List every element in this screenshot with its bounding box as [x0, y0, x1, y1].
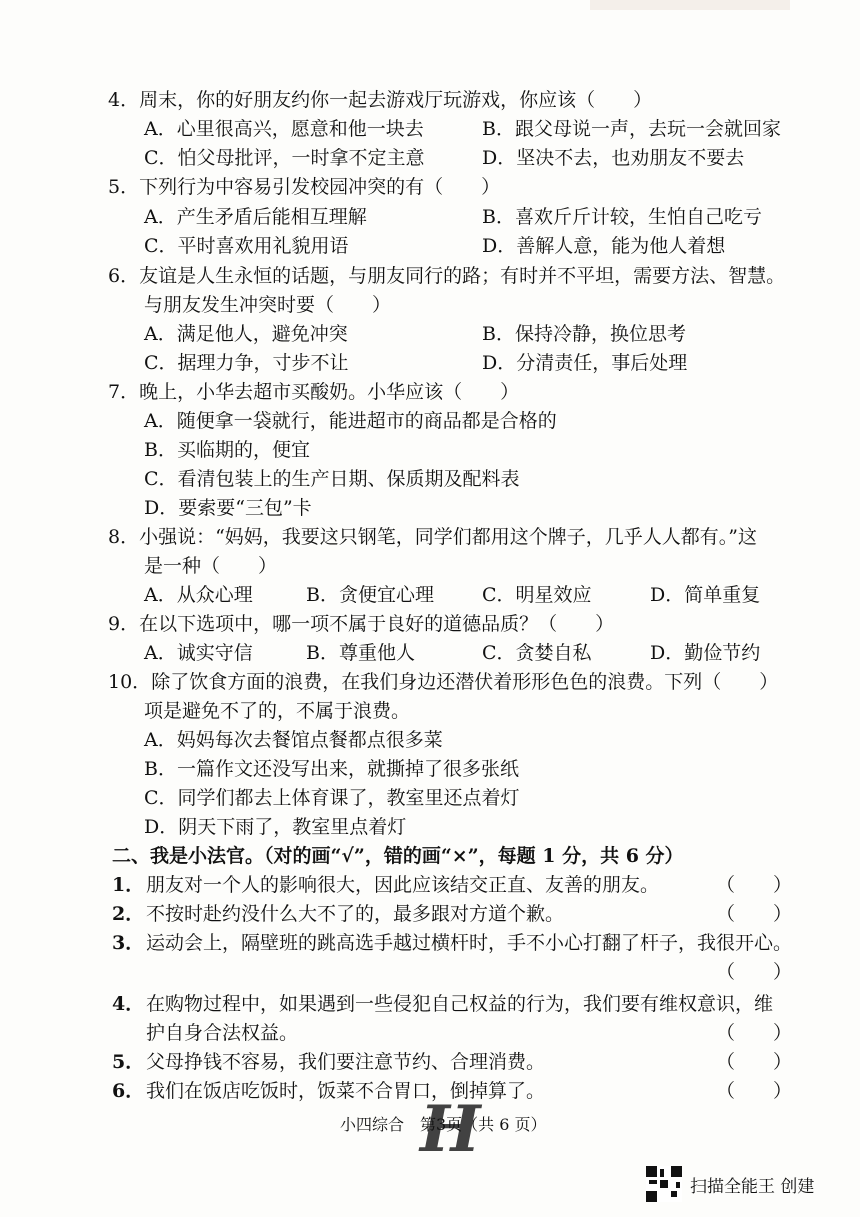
- question-8-option-b: B．贪便宜心理: [306, 584, 434, 606]
- footer-h-mark: H: [420, 1092, 481, 1167]
- judge-item-3-num: 3．: [112, 932, 145, 954]
- judge-item-5-answer-blank: （ ）: [716, 1051, 793, 1073]
- judge-item-2-num: 2．: [112, 903, 145, 925]
- question-7-stem: 7．晚上，小华去超市买酸奶。小华应该（ ）: [108, 381, 520, 403]
- question-7-option-c: C．看清包装上的生产日期、保质期及配料表: [144, 468, 520, 490]
- judge-item-1-num: 1．: [112, 874, 145, 896]
- judge-item-5-num: 5．: [112, 1051, 145, 1073]
- question-10-option-b: B．一篇作文还没写出来，就撕掉了很多张纸: [144, 758, 519, 780]
- question-6-option-d: D．分清责任，事后处理: [482, 352, 688, 374]
- question-10-option-c: C．同学们都去上体育课了，教室里还点着灯: [144, 787, 520, 809]
- question-7-option-b: B．买临期的，便宜: [144, 439, 310, 461]
- question-6-option-a: A．满足他人，避免冲突: [144, 323, 348, 345]
- judge-item-4-text: 在购物过程中，如果遇到一些侵犯自己权益的行为，我们要有维权意识，维: [146, 993, 774, 1015]
- question-9-option-d: D．勤俭节约: [650, 642, 761, 664]
- question-5-stem: 5．下列行为中容易引发校园冲突的有（ ）: [108, 176, 501, 198]
- question-8-option-c: C．明星效应: [482, 584, 592, 606]
- question-10-option-d: D．阴天下雨了，教室里点着灯: [144, 816, 407, 838]
- question-5-option-d: D．善解人意，能为他人着想: [482, 235, 726, 257]
- qr-code-icon: [646, 1166, 682, 1202]
- judge-item-6-answer-blank: （ ）: [716, 1080, 793, 1102]
- question-8-stem-line2: 是一种（ ）: [144, 555, 278, 577]
- question-9-option-a: A．诚实守信: [144, 642, 253, 664]
- question-7-option-a: A．随便拿一袋就行，能进超市的商品都是合格的: [144, 410, 557, 432]
- question-6-option-c: C．据理力争，寸步不让: [144, 352, 349, 374]
- section-2-title: 二、我是小法官。（对的画“√”，错的画“×”，每题 1 分，共 6 分）: [112, 845, 684, 867]
- question-4-option-d: D．坚决不去，也劝朋友不要去: [482, 147, 745, 169]
- question-10-stem: 10．除了饮食方面的浪费，在我们身边还潜伏着形形色色的浪费。下列（ ）: [108, 671, 779, 693]
- judge-item-3-text: 运动会上，隔壁班的跳高选手越过横杆时，手不小心打翻了杆子，我很开心。: [146, 932, 793, 954]
- question-5-option-b: B．喜欢斤斤计较，生怕自己吃亏: [482, 206, 762, 228]
- question-4-option-c: C．怕父母批评，一时拿不定主意: [144, 147, 425, 169]
- question-8-option-d: D．简单重复: [650, 584, 761, 606]
- question-9-stem: 9．在以下选项中，哪一项不属于良好的道德品质？（ ）: [108, 613, 615, 635]
- scan-smudge: [590, 0, 790, 10]
- scanner-brand-text: 扫描全能王 创建: [690, 1177, 815, 1197]
- question-9-option-c: C．贪婪自私: [482, 642, 592, 664]
- question-4-stem: 4．周末，你的好朋友约你一起去游戏厅玩游戏，你应该（ ）: [108, 89, 653, 111]
- question-10-stem-line2: 项是避免不了的，不属于浪费。: [144, 700, 411, 722]
- question-10-option-a: A．妈妈每次去餐馆点餐都点很多菜: [144, 729, 443, 751]
- question-6-option-b: B．保持冷静，换位思考: [482, 323, 686, 345]
- judge-item-4-num: 4．: [112, 993, 145, 1015]
- question-5-option-c: C．平时喜欢用礼貌用语: [144, 235, 349, 257]
- question-6-stem-line2: 与朋友发生冲突时要（ ）: [144, 294, 392, 316]
- judge-item-1-text: 朋友对一个人的影响很大，因此应该结交正直、友善的朋友。: [146, 874, 660, 896]
- judge-item-3-answer-blank: （ ）: [716, 961, 793, 983]
- judge-item-4-answer-blank: （ ）: [716, 1022, 793, 1044]
- judge-item-2-text: 不按时赴约没什么大不了的，最多跟对方道个歉。: [146, 903, 565, 925]
- judge-item-5-text: 父母挣钱不容易，我们要注意节约、合理消费。: [146, 1051, 546, 1073]
- question-8-stem: 8．小强说：“妈妈，我要这只钢笔，同学们都用这个牌子，几乎人人都有。”这: [108, 526, 758, 548]
- page-footer: 小四综合 第3页（共 6 页）: [340, 1115, 547, 1134]
- question-7-option-d: D．要索要“三包”卡: [144, 497, 312, 519]
- question-6-stem: 6．友谊是人生永恒的话题，与朋友同行的路；有时并不平坦，需要方法、智慧。: [108, 265, 786, 287]
- question-5-option-a: A．产生矛盾后能相互理解: [144, 206, 367, 228]
- judge-item-6-num: 6．: [112, 1080, 145, 1102]
- judge-item-4-text-line2: 护自身合法权益。: [146, 1022, 299, 1044]
- question-8-option-a: A．从众心理: [144, 584, 253, 606]
- judge-item-1-answer-blank: （ ）: [716, 874, 793, 896]
- question-4-option-a: A．心里很高兴，愿意和他一块去: [144, 118, 424, 140]
- question-9-option-b: B．尊重他人: [306, 642, 415, 664]
- judge-item-2-answer-blank: （ ）: [716, 903, 793, 925]
- question-4-option-b: B．跟父母说一声，去玩一会就回家: [482, 118, 781, 140]
- judge-item-6-text: 我们在饭店吃饭时，饭菜不合胃口，倒掉算了。: [146, 1080, 546, 1102]
